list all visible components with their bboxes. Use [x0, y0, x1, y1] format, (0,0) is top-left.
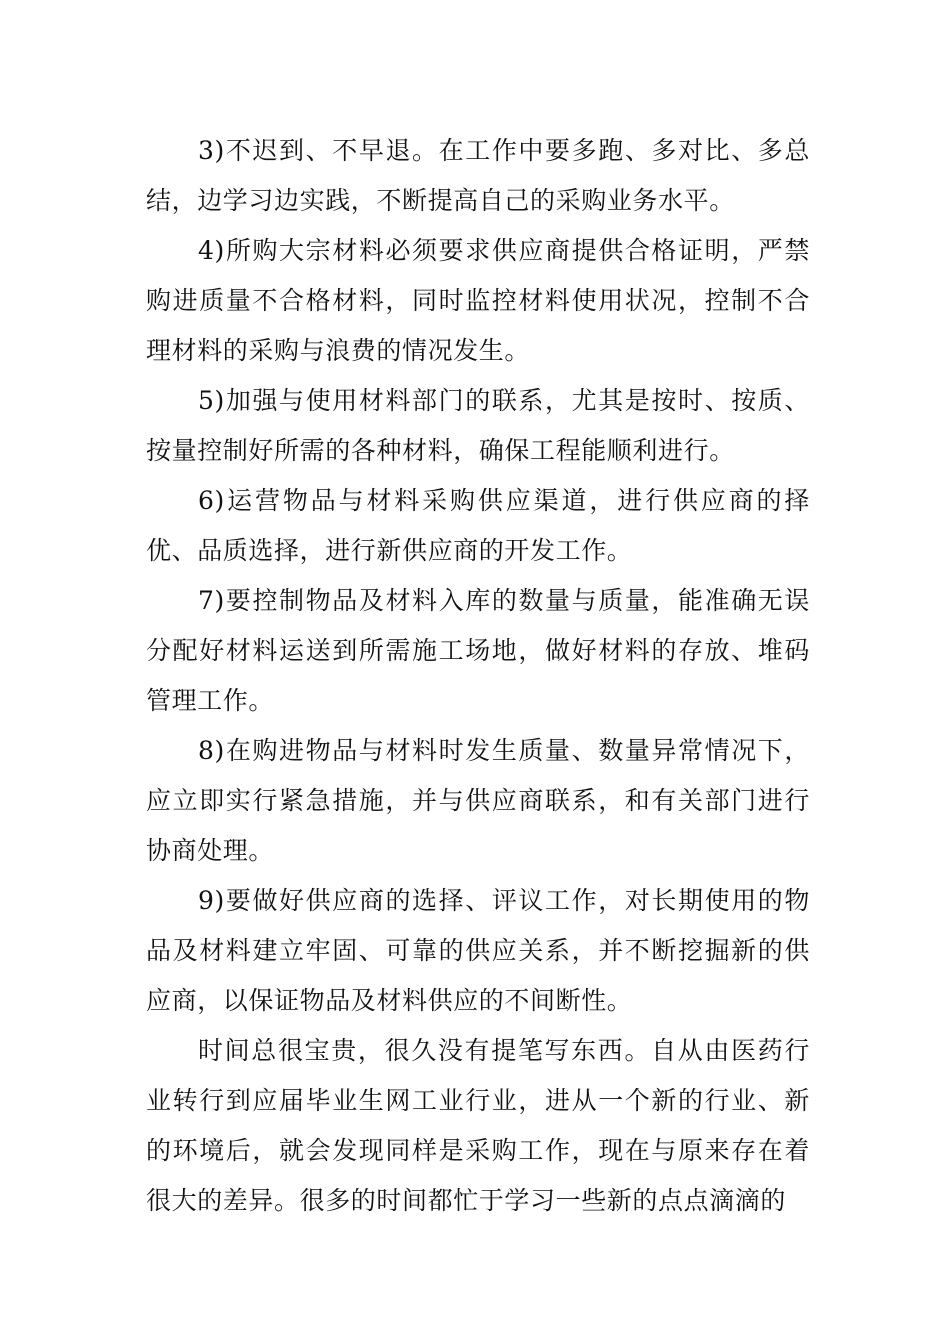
- document-body: [146, 126, 810, 1226]
- paragraph-item-4: 4)所购大宗材料必须要求供应商提供合格证明，严禁购进质量不合格材料，同时监控材料使用状况，控制不合理材料的采购与浪费的情况发生。: [146, 236, 810, 365]
- paragraph-item-7: 7)要控制物品及材料入库的数量与质量，能准确无误分配好材料运送到所需施工场地，做好材料的存放、堆码管理工作。: [146, 586, 810, 715]
- paragraph-item-8: 8)在购进物品与材料时发生质量、数量异常情况下，应立即实行紧急措施，并与供应商联系，和有关部门进行协商处理。: [146, 736, 810, 865]
- paragraph-item-6: 6)运营物品与材料采购供应渠道，进行供应商的择优、品质选择，进行新供应商的开发工作。: [146, 486, 810, 565]
- paragraph-reflection: 时间总很宝贵，很久没有提笔写东西。自从由医药行业转行到应届毕业生网工业行业，进从一个新的行业、新的环境后，就会发现同样是采购工作，现在与原来存在着很大的差异。很多的时间都忙于学习一些新的点点滴滴的: [146, 1036, 810, 1215]
- paragraph-item-3: 3)不迟到、不早退。在工作中要多跑、多对比、多总结，边学习边实践，不断提高自己的采购业务水平。: [146, 136, 810, 215]
- paragraph-item-9: 9)要做好供应商的选择、评议工作，对长期使用的物品及材料建立牢固、可靠的供应关系，并不断挖掘新的供应商，以保证物品及材料供应的不间断性。: [146, 886, 810, 1015]
- paragraph-item-5: 5)加强与使用材料部门的联系，尤其是按时、按质、按量控制好所需的各种材料，确保工程能顺利进行。: [146, 386, 810, 465]
